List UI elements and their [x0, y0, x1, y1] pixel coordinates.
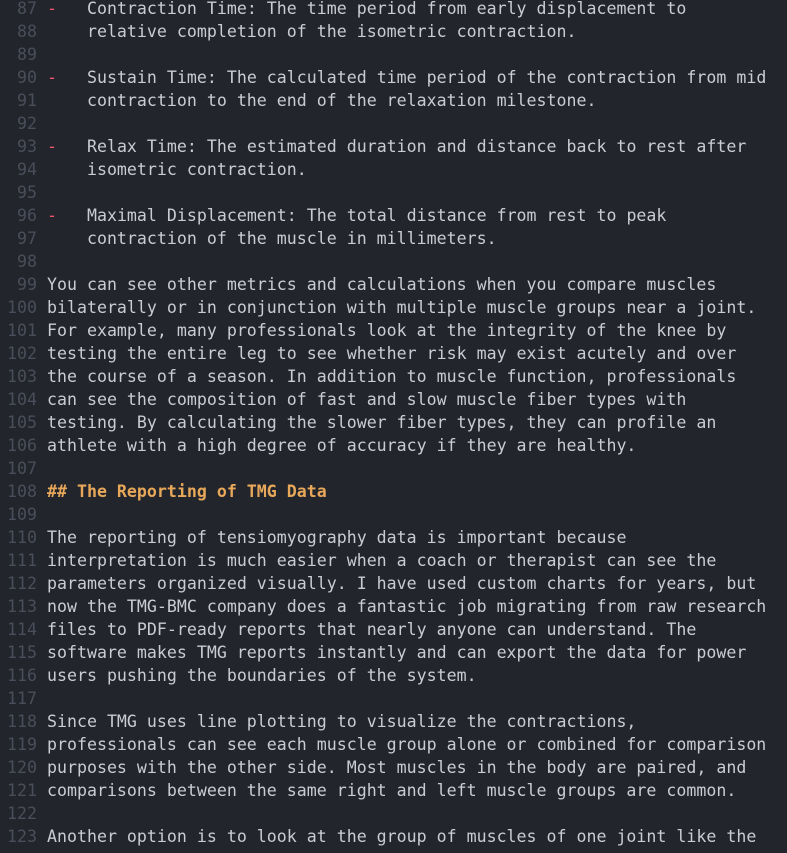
line-content [47, 319, 726, 342]
line-content [47, 158, 307, 181]
line-text: athlete with a high degree of accuracy if they are healthy. [47, 436, 637, 455]
line-text: Since TMG uses line plotting to visualize the contractions, [47, 712, 637, 731]
line-number: 87 [17, 0, 37, 18]
list-bullet: - [47, 206, 57, 225]
line-number: 97 [17, 229, 37, 248]
line-number: 102 [7, 344, 37, 363]
line-text: users pushing the boundaries of the system. [47, 666, 477, 685]
editor-line[interactable] [0, 342, 787, 365]
editor-line[interactable] [0, 273, 787, 296]
editor-line[interactable] [0, 825, 787, 848]
section-heading: The Reporting of TMG Data [66, 482, 327, 501]
editor-line[interactable] [0, 595, 787, 618]
line-text: Contraction Time: The time period from early displacement to [57, 0, 687, 18]
line-content [47, 595, 766, 618]
line-text: For example, many professionals look at the integrity of the knee by [47, 321, 727, 340]
line-content [47, 549, 716, 572]
line-number: 90 [17, 68, 37, 87]
line-number: 123 [7, 827, 37, 846]
editor-line[interactable] [0, 181, 787, 204]
list-bullet: - [47, 68, 57, 87]
line-number: 109 [7, 505, 37, 524]
line-content [47, 89, 596, 112]
editor-line[interactable] [0, 158, 787, 181]
editor-line[interactable] [0, 411, 787, 434]
line-number: 112 [7, 574, 37, 593]
editor-line[interactable] [0, 135, 787, 158]
line-content [47, 664, 477, 687]
line-number: 113 [7, 597, 37, 616]
line-number: 101 [7, 321, 37, 340]
line-text: The reporting of tensiomyography data is important because [47, 528, 627, 547]
line-number: 118 [7, 712, 37, 731]
line-text: Sustain Time: The calculated time period of the contraction from mid [57, 68, 767, 87]
line-number: 94 [17, 160, 37, 179]
editor-line[interactable] [0, 733, 787, 756]
line-number: 104 [7, 390, 37, 409]
line-text: purposes with the other side. Most muscles in the body are paired, and [47, 758, 747, 777]
line-content [47, 0, 686, 20]
line-number: 98 [17, 252, 37, 271]
line-number: 120 [7, 758, 37, 777]
heading-marker: ## [47, 482, 67, 501]
line-content [47, 756, 746, 779]
line-number: 108 [7, 482, 37, 501]
editor-line[interactable] [0, 457, 787, 480]
line-content [47, 526, 626, 549]
editor-line[interactable] [0, 687, 787, 710]
line-number: 121 [7, 781, 37, 800]
line-content [47, 733, 766, 756]
line-text: parameters organized visually. I have used custom charts for years, but [47, 574, 757, 593]
line-text: the course of a season. In addition to muscle function, professionals [47, 367, 737, 386]
line-content [47, 779, 736, 802]
line-content [47, 227, 497, 250]
line-number: 115 [7, 643, 37, 662]
editor-line[interactable] [0, 0, 787, 20]
line-content [47, 411, 716, 434]
line-content [47, 434, 636, 457]
editor-line[interactable] [0, 664, 787, 687]
editor-line[interactable] [0, 250, 787, 273]
line-number: 96 [17, 206, 37, 225]
editor-line[interactable] [0, 227, 787, 250]
line-number: 99 [17, 275, 37, 294]
editor-line[interactable] [0, 480, 787, 503]
line-content [47, 20, 577, 43]
line-text: software makes TMG reports instantly and can export the data for power [47, 643, 747, 662]
line-text: bilaterally or in conjunction with multiple muscle groups near a joint. [47, 298, 757, 317]
editor-line[interactable] [0, 20, 787, 43]
line-text: contraction to the end of the relaxation milestone. [47, 91, 597, 110]
line-number: 111 [7, 551, 37, 570]
line-number: 103 [7, 367, 37, 386]
line-text: isometric contraction. [47, 160, 307, 179]
line-number: 91 [17, 91, 37, 110]
line-content [47, 273, 716, 296]
line-content [47, 204, 666, 227]
line-number: 93 [17, 137, 37, 156]
line-content [47, 388, 686, 411]
line-content [47, 641, 746, 664]
editor-line[interactable] [0, 641, 787, 664]
line-number: 110 [7, 528, 37, 547]
line-number: 92 [17, 114, 37, 133]
line-text: Another option is to look at the group of muscles of one joint like the [47, 827, 757, 846]
line-text: testing the entire leg to see whether risk may exist acutely and over [47, 344, 737, 363]
line-content [47, 296, 756, 319]
line-content [47, 342, 736, 365]
editor-line[interactable] [0, 572, 787, 595]
line-content [47, 135, 746, 158]
line-content [47, 618, 696, 641]
line-number: 100 [7, 298, 37, 317]
line-number: 107 [7, 459, 37, 478]
editor-line[interactable] [0, 779, 787, 802]
line-text: files to PDF-ready reports that nearly anyone can understand. The [47, 620, 697, 639]
editor-line[interactable] [0, 43, 787, 66]
line-number: 114 [7, 620, 37, 639]
editor-line[interactable] [0, 503, 787, 526]
editor-line[interactable] [0, 365, 787, 388]
line-content [47, 572, 756, 595]
list-bullet: - [47, 0, 57, 18]
line-text: contraction of the muscle in millimeters. [47, 229, 497, 248]
line-number: 105 [7, 413, 37, 432]
editor-line[interactable] [0, 204, 787, 227]
line-text: relative completion of the isometric contraction. [47, 22, 577, 41]
line-number: 117 [7, 689, 37, 708]
line-content [47, 480, 327, 503]
editor-line[interactable] [0, 802, 787, 825]
line-text: testing. By calculating the slower fiber types, they can profile an [47, 413, 717, 432]
line-number: 119 [7, 735, 37, 754]
editor-line[interactable] [0, 112, 787, 135]
line-content [47, 825, 756, 848]
editor-line[interactable] [0, 434, 787, 457]
line-content [47, 365, 736, 388]
line-text: Maximal Displacement: The total distance from rest to peak [57, 206, 667, 225]
line-text: can see the composition of fast and slow muscle fiber types with [47, 390, 687, 409]
line-text: interpretation is much easier when a coach or therapist can see the [47, 551, 717, 570]
editor-line[interactable] [0, 526, 787, 549]
editor-line[interactable] [0, 618, 787, 641]
line-number: 95 [17, 183, 37, 202]
editor-line[interactable] [0, 89, 787, 112]
line-text: now the TMG-BMC company does a fantastic job migrating from raw research [47, 597, 767, 616]
editor-line[interactable] [0, 319, 787, 342]
line-text: Relax Time: The estimated duration and distance back to rest after [57, 137, 747, 156]
line-number: 116 [7, 666, 37, 685]
editor-line[interactable] [0, 710, 787, 733]
editor-line[interactable] [0, 66, 787, 89]
editor-line[interactable] [0, 756, 787, 779]
line-content [47, 66, 766, 89]
line-number: 122 [7, 804, 37, 823]
editor-line[interactable] [0, 296, 787, 319]
line-text: professionals can see each muscle group alone or combined for comparison [47, 735, 767, 754]
line-number: 88 [17, 22, 37, 41]
line-content [47, 710, 636, 733]
line-number: 89 [17, 45, 37, 64]
line-text: comparisons between the same right and left muscle groups are common. [47, 781, 737, 800]
line-number: 106 [7, 436, 37, 455]
editor-line[interactable] [0, 388, 787, 411]
line-text: You can see other metrics and calculations when you compare muscles [47, 275, 717, 294]
list-bullet: - [47, 137, 57, 156]
editor-line[interactable] [0, 549, 787, 572]
